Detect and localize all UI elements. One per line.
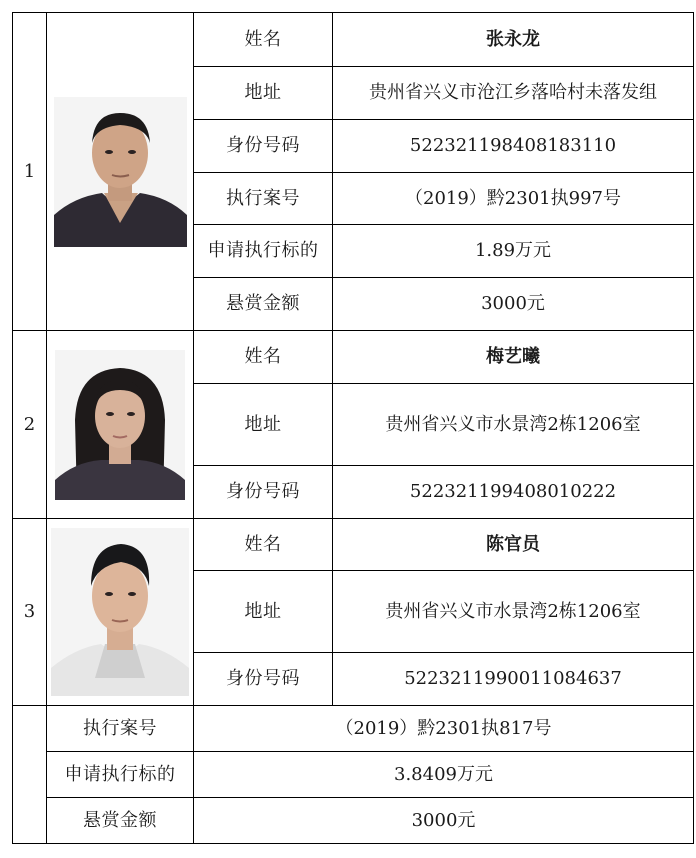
person-3-id-number: 5223211990011084637 [333,653,694,706]
person-3-name: 陈官员 [333,519,694,571]
person-1-address-label: 地址 [194,67,333,120]
person-1-case-label: 执行案号 [194,173,333,225]
person-1-address: 贵州省兴义市沧江乡落哈村未落发组 [333,67,694,120]
person-3-address-label: 地址 [194,571,333,653]
person-3-name-label: 姓名 [194,519,333,571]
person-3-address: 贵州省兴义市水景湾2栋1206室 [333,571,694,653]
person-1-photo [47,13,194,331]
person-2-id-number: 522321199408010222 [333,466,694,519]
person-3-photo [47,519,194,706]
person-2-photo [47,331,194,519]
person-2-address: 贵州省兴义市水景湾2栋1206室 [333,384,694,466]
person-1-name: 张永龙 [333,13,694,67]
person-2-id-label: 身份号码 [194,466,333,519]
person-1-id-number: 522321198408183110 [333,120,694,173]
person-1-index: 1 [13,13,47,331]
person-1-name-label: 姓名 [194,13,333,67]
person-1-id-label: 身份号码 [194,120,333,173]
person-1-reward: 3000元 [333,278,694,331]
person-1-case-number: （2019）黔2301执997号 [333,173,694,225]
person-2-portrait-image [55,350,185,500]
person-1-reward-label: 悬赏金额 [194,278,333,331]
person-2-index: 2 [13,331,47,519]
person-1-enforcement-amount: 1.89万元 [333,225,694,278]
person-1-amount-label: 申请执行标的 [194,225,333,278]
wanted-persons-table [12,12,694,844]
shared-reward-label: 悬赏金额 [47,798,194,844]
shared-case-label: 执行案号 [47,706,194,752]
person-3-id-label: 身份号码 [194,653,333,706]
person-3-portrait-image [51,528,189,696]
person-2-name: 梅艺曦 [333,331,694,384]
shared-amount-label: 申请执行标的 [47,752,194,798]
shared-index-cell [13,706,47,844]
person-2-name-label: 姓名 [194,331,333,384]
shared-case-number: （2019）黔2301执817号 [194,706,694,752]
person-1-portrait-image [54,97,187,247]
person-3-index: 3 [13,519,47,706]
shared-enforcement-amount: 3.8409万元 [194,752,694,798]
shared-reward: 3000元 [194,798,694,844]
person-2-address-label: 地址 [194,384,333,466]
